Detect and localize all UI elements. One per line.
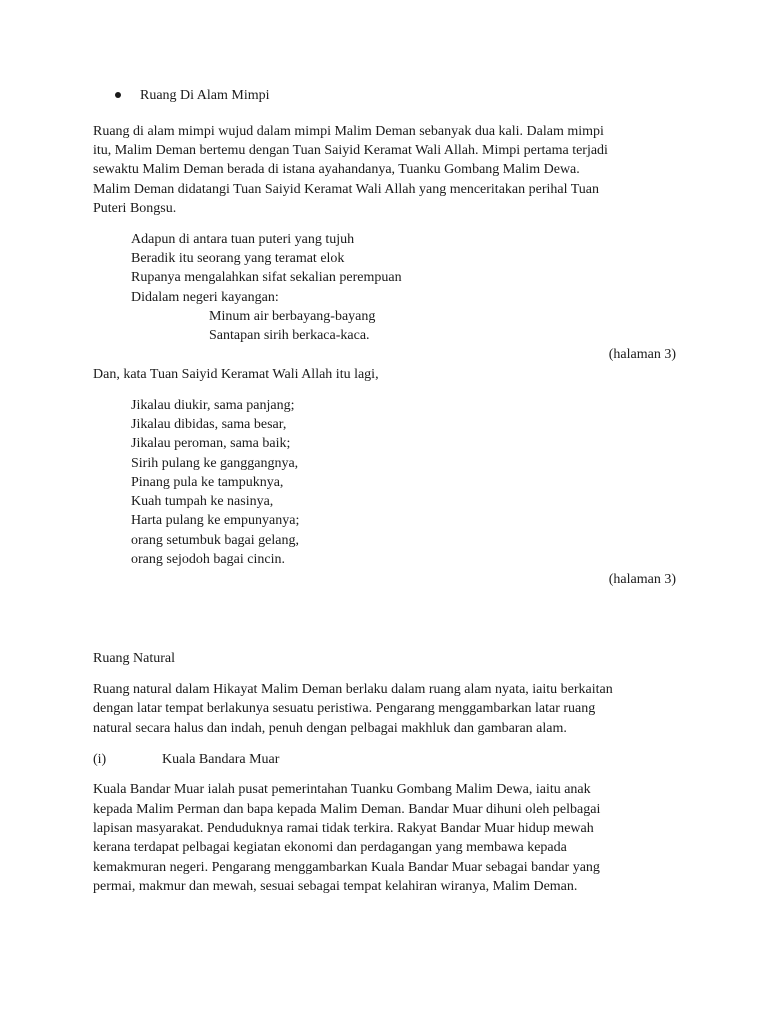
paragraph-line: kemakmuran negeri. Pengarang menggambarkan Kuala Bandar Muar sebagai bandar yang <box>93 860 600 875</box>
paragraph-line: Puteri Bongsu. <box>93 201 177 216</box>
paragraph-line: kepada Malim Perman dan bapa kepada Malim Deman. Bandar Muar dihuni oleh pelbagai <box>93 802 601 817</box>
paragraph-line: dengan latar tempat berlakunya sesuatu peristiwa. Pengarang menggambarkan latar ruang <box>93 701 596 716</box>
paragraph-line: Ruang di alam mimpi wujud dalam mimpi Malim Deman sebanyak dua kali. Dalam mimpi <box>93 124 604 139</box>
quote-line: Adapun di antara tuan puteri yang tujuh <box>131 232 355 247</box>
paragraph-line: natural secara halus dan indah, penuh dengan pelbagai makhluk dan gambaran alam. <box>93 721 567 736</box>
quote-line-indented: Santapan sirih berkaca-kaca. <box>209 328 370 343</box>
quote-line: Harta pulang ke empunyanya; <box>131 513 300 528</box>
quote-line-indented: Minum air berbayang-bayang <box>209 309 376 324</box>
quote-line: orang setumbuk bagai gelang, <box>131 533 299 548</box>
quote-line: Rupanya mengalahkan sifat sekalian perempuan <box>131 270 402 285</box>
quote-line: Beradik itu seorang yang teramat elok <box>131 251 345 266</box>
citation: (halaman 3) <box>608 347 676 362</box>
paragraph-line: kerana terdapat pelbagai kegiatan ekonomi dan perdagangan yang membawa kepada <box>93 840 567 855</box>
quote-line: orang sejodoh bagai cincin. <box>131 552 285 567</box>
quote-line: Sirih pulang ke ganggangnya, <box>131 456 299 471</box>
quote-line: Jikalau dibidas, sama besar, <box>131 417 287 432</box>
bullet-icon <box>115 92 121 98</box>
quote-line: Kuah tumpah ke nasinya, <box>131 494 274 509</box>
paragraph-line: itu, Malim Deman bertemu dengan Tuan Saiyid Keramat Wali Allah. Mimpi pertama terjadi <box>93 143 608 158</box>
paragraph-line: Ruang natural dalam Hikayat Malim Deman berlaku dalam ruang alam nyata, iaitu berkaitan <box>93 682 613 697</box>
connector-line: Dan, kata Tuan Saiyid Keramat Wali Allah itu lagi, <box>93 367 379 382</box>
quote-line: Pinang pula ke tampuknya, <box>131 475 284 490</box>
paragraph-line: Kuala Bandar Muar ialah pusat pemerintahan Tuanku Gombang Malim Dewa, iaitu anak <box>93 782 591 797</box>
quote-line: Didalam negeri kayangan: <box>131 290 279 305</box>
paragraph-line: lapisan masyarakat. Penduduknya ramai tidak terkira. Rakyat Bandar Muar hidup mewah <box>93 821 594 836</box>
quote-line: Jikalau peroman, sama baik; <box>131 436 291 451</box>
bullet-heading: Ruang Di Alam Mimpi <box>140 88 270 103</box>
paragraph-line: Malim Deman didatangi Tuan Saiyid Keramat Wali Allah yang menceritakan perihal Tuan <box>93 182 600 197</box>
section-heading: Ruang Natural <box>93 651 176 666</box>
subsection-number: (i) <box>93 752 107 767</box>
quote-line: Jikalau diukir, sama panjang; <box>131 398 295 413</box>
paragraph-line: permai, makmur dan mewah, sesuai sebagai tempat kelahiran wiranya, Malim Deman. <box>93 879 578 894</box>
citation: (halaman 3) <box>608 572 676 587</box>
subsection-title: Kuala Bandara Muar <box>162 752 280 767</box>
paragraph-line: sewaktu Malim Deman berada di istana ayahandanya, Tuanku Gombang Malim Dewa. <box>93 162 580 177</box>
